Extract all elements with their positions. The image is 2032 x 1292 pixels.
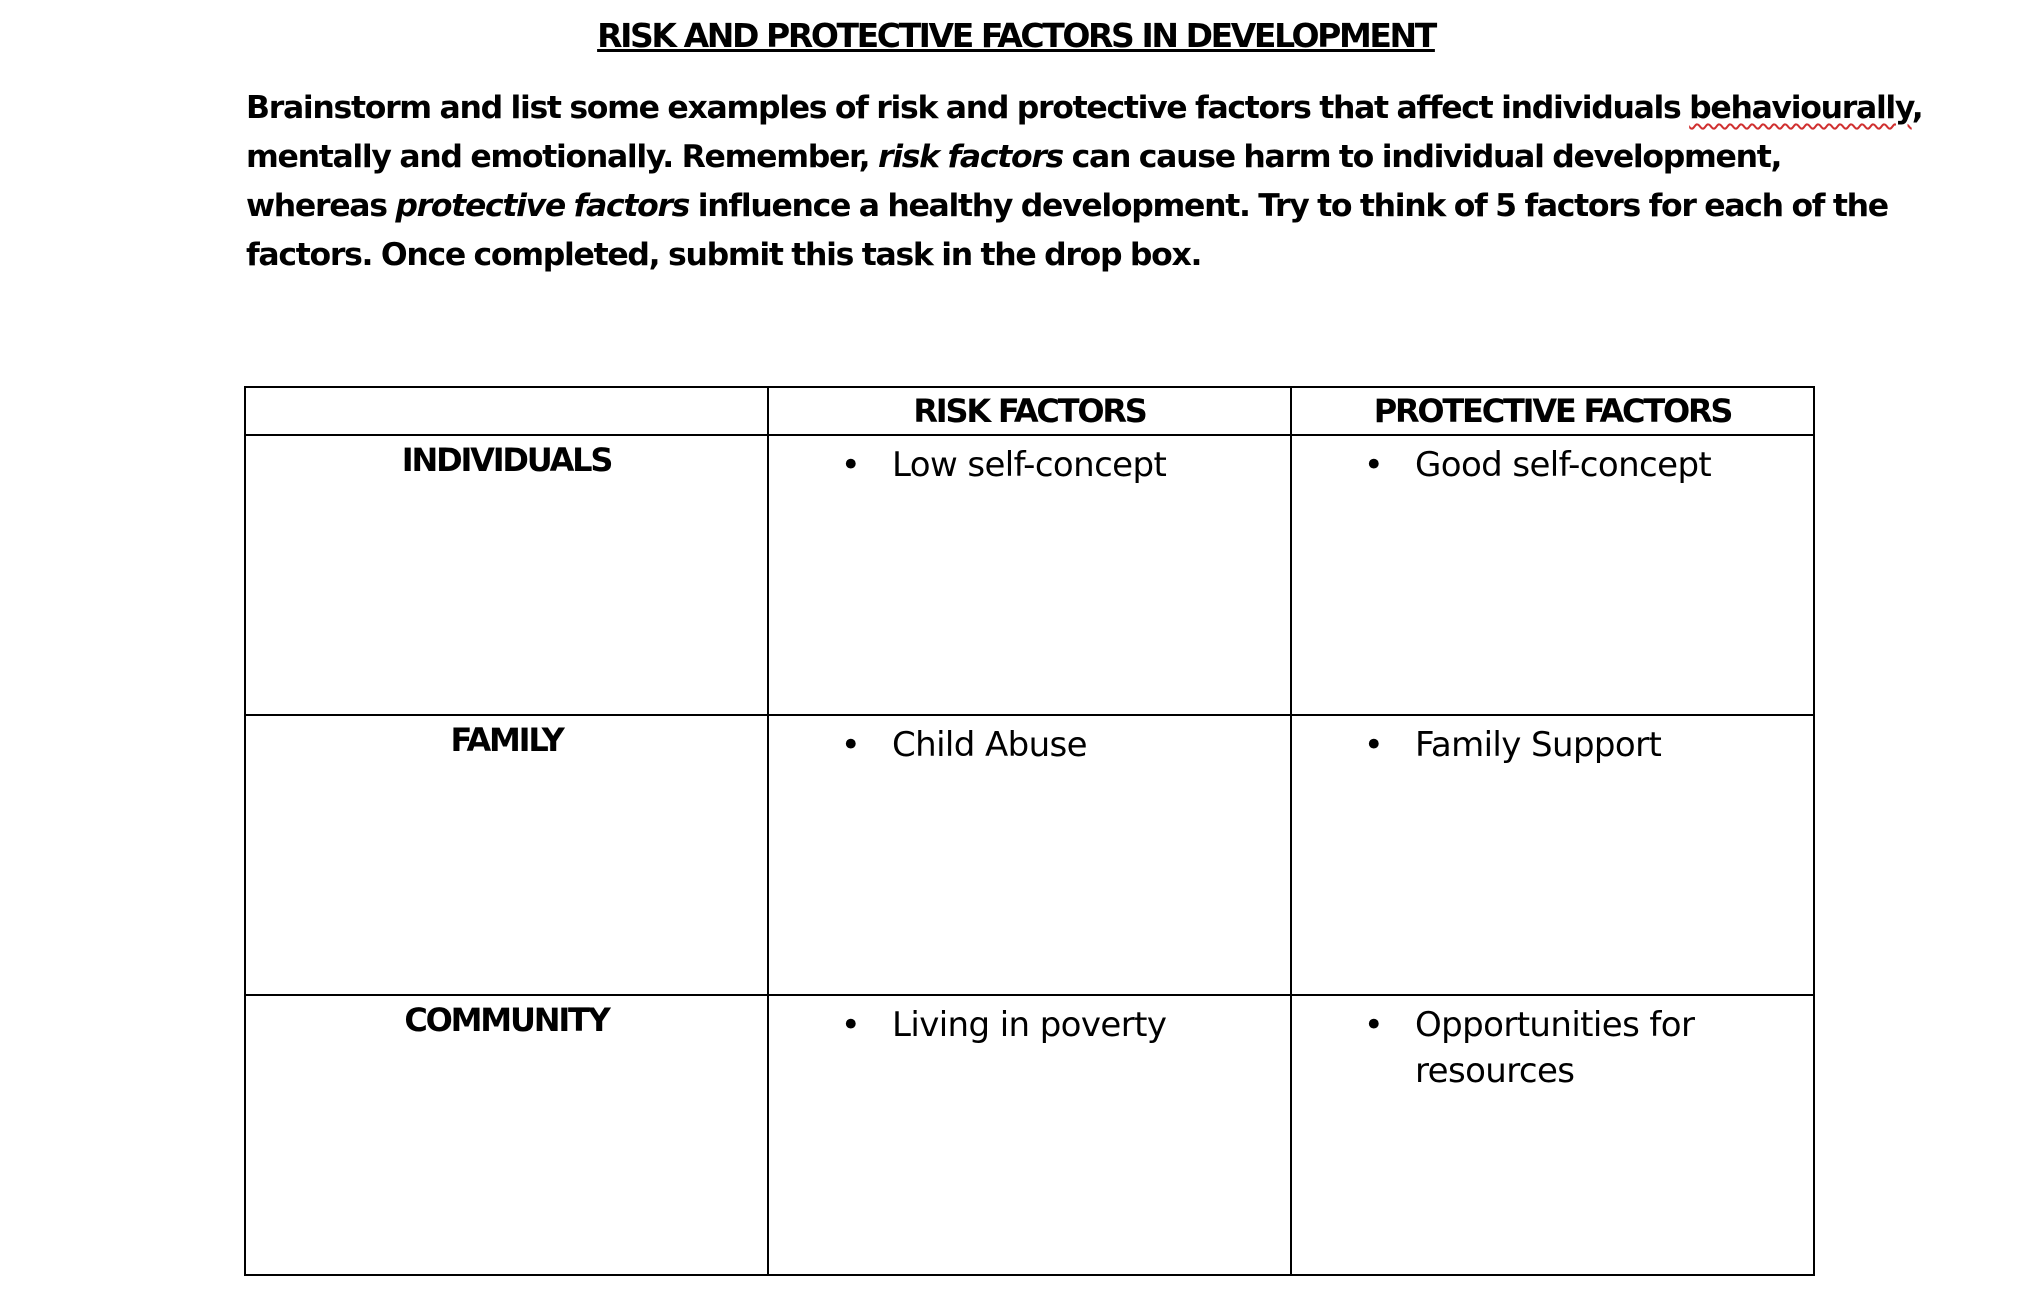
bullet-icon: • [840,725,861,765]
protective-cell[interactable] [1291,715,1814,995]
header-risk-factors: RISK FACTORS [768,387,1291,435]
row-label-family: FAMILY [245,715,768,995]
instructions-line-2: mentally and emotionally. Remember, risk factors can cause harm to individual development, [246,139,1782,175]
bullet-icon: • [1363,445,1384,485]
list-item: • Living in poverty [769,1002,1290,1048]
list-item: • Child Abuse [769,722,1290,768]
row-label-community: COMMUNITY [245,995,768,1275]
spellcheck-underlined-word: behaviourally [1689,90,1912,126]
bullet-icon: • [1363,725,1384,765]
table-row [245,435,1814,715]
emphasis-risk-factors: risk factors [877,139,1063,175]
emphasis-protective-factors: protective factors [395,188,690,224]
bullet-icon: • [840,445,861,485]
list-item: • Opportunities for resources [1292,1002,1813,1094]
risk-cell[interactable] [768,715,1291,995]
factors-table [244,386,1815,1276]
list-item: • Low self-concept [769,442,1290,488]
risk-cell[interactable] [768,435,1291,715]
table-header-row [245,387,1814,435]
bullet-icon: • [1363,1005,1384,1045]
instructions-line-4: factors. Once completed, submit this task in the drop box. [246,237,1202,273]
protective-cell[interactable] [1291,995,1814,1275]
instructions-line-1: Brainstorm and list some examples of risk and protective factors that affect individuals behaviourally, [246,90,1923,126]
header-protective-factors: PROTECTIVE FACTORS [1291,387,1814,435]
risk-cell[interactable] [768,995,1291,1275]
row-label-individuals: INDIVIDUALS [245,435,768,715]
table-row [245,995,1814,1275]
page-title: RISK AND PROTECTIVE FACTORS IN DEVELOPMENT [597,16,1435,55]
list-item: • Family Support [1292,722,1813,768]
instructions-paragraph [246,84,1923,280]
bullet-icon: • [840,1005,861,1045]
list-item: • Good self-concept [1292,442,1813,488]
instructions-line-3: whereas protective factors influence a healthy development. Try to think of 5 factors for each of the [246,188,1888,224]
header-blank-cell [245,387,768,435]
table-row [245,715,1814,995]
protective-cell[interactable] [1291,435,1814,715]
